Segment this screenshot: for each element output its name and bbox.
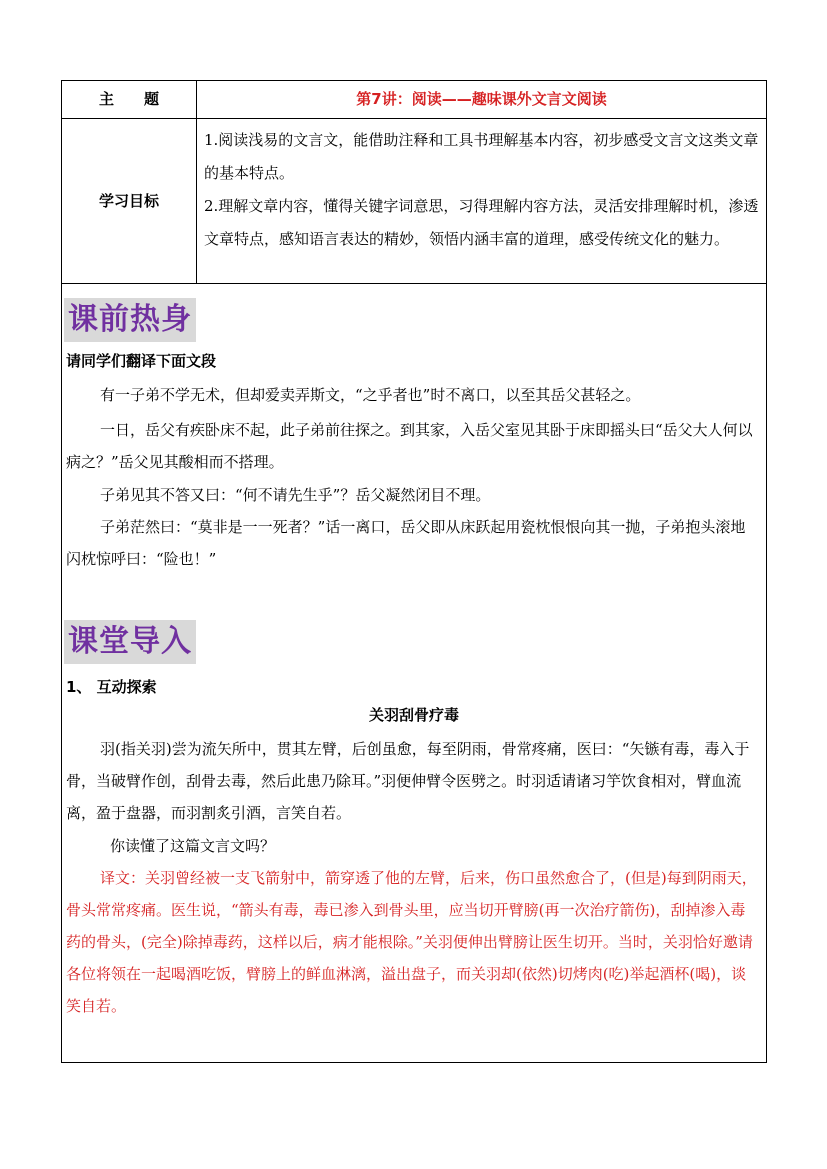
translate-instruction: 请同学们翻译下面文段 — [66, 352, 217, 370]
learning-goals — [204, 124, 762, 256]
lesson-title: 第7讲：阅读——趣味课外文言文阅读 — [356, 90, 607, 108]
warmup-paragraph: 子弟茫然曰：“莫非是一一死者？”话一离口，岳父即从床跃起用瓷枕恨恨向其一抛，子弟抱头滚地闪枕惊呼曰：“险也！” — [66, 518, 746, 568]
warmup-paragraph: 一日，岳父有疾卧床不起，此子弟前往探之。到其家，入岳父室见其卧于床即摇头曰“岳父大人何以病之？”岳父见其酸相而不搭理。 — [66, 421, 753, 471]
story-title: 关羽刮骨疗毒 — [368, 706, 459, 724]
section-heading-intro: 课堂导入 — [64, 620, 196, 664]
goal-item: 1.阅读浅易的文言文，能借助注释和工具书理解基本内容，初步感受文言文这类文章的基本特点。 — [204, 131, 759, 182]
story-translation: 译文：关羽曾经被一支飞箭射中，箭穿透了他的左臂，后来，伤口虽然愈合了，(但是)每到阴雨天，骨头常常疼痛。医生说，“箭头有毒，毒已渗入到骨头里，应当切开臂膀(再一次治疗箭伤)，刮掉渗入毒药的骨头，(完全)除掉毒药，这样以后，病才能根除。”关羽便伸出臂膀让医生切开。当时，关羽恰好邀请各位将领在一起喝酒吃饭，臂膀上的鲜血淋漓，溢出盘子，而关羽却(依然)切烤肉(吃)举起酒杯(喝)，谈笑自若。 — [66, 869, 757, 1015]
comprehension-question: 你读懂了这篇文言文吗？ — [110, 837, 276, 855]
topic-label: 主 题 — [98, 90, 159, 108]
goal-item: 2.理解文章内容，懂得关键字词意思，习得理解内容方法，灵活安排理解时机，渗透文章特点，感知语言表达的精妙，领悟内涵丰富的道理，感受传统文化的魅力。 — [204, 197, 759, 248]
table-column-divider — [196, 80, 197, 284]
section-heading-warmup: 课前热身 — [64, 298, 196, 342]
warmup-paragraph: 有一子弟不学无术，但却爱卖弄斯文，“之乎者也”时不离口，以至其岳父甚轻之。 — [100, 386, 641, 404]
interactive-explore-label: 1、 互动探索 — [66, 678, 157, 696]
goals-label: 学习目标 — [98, 192, 159, 210]
table-row-divider — [61, 118, 767, 119]
story-text: 羽(指关羽)尝为流矢所中，贯其左臂，后创虽愈，每至阴雨，骨常疼痛，医曰：“矢镞有毒，毒入于骨，当破臂作创，刮骨去毒，然后此患乃除耳。”羽便伸臂令医劈之。时羽适请诸习竽饮食相对，臂血流离，盈于盘器，而羽割炙引酒，言笑自若。 — [66, 740, 750, 822]
warmup-paragraph: 子弟见其不答又曰：“何不请先生乎”？岳父凝然闭目不理。 — [100, 486, 491, 504]
table-row-divider — [61, 283, 767, 284]
